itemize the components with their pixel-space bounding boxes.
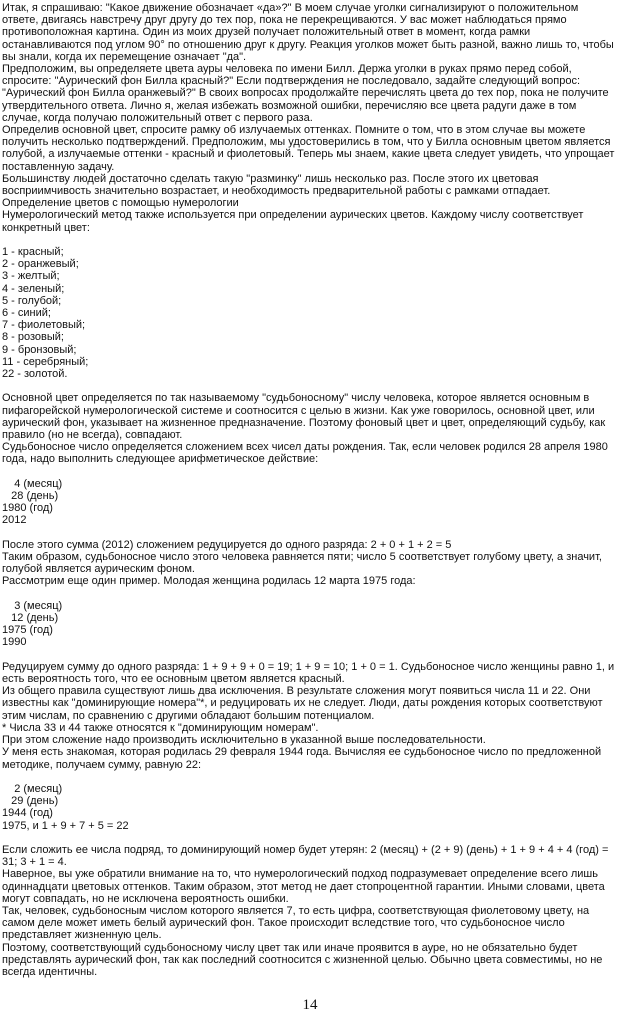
blank-line	[2, 649, 617, 661]
paragraph: 4 - зеленый;	[2, 282, 65, 295]
paragraph: Предположим, вы определяете цвета ауры человека по имени Билл. Держа уголки в руках прямо перед собой, спросите: "Аурический фон Билла красный?" Если подтверждения не последовало, задайте следующий вопрос: "Аурический фон Билла оранжевый?" В своих вопросах продолжайте перечислять цвета до тех пор, пока не получите утвердительного ответа. Лично я, желая избежать возможной ошибки, перечисляю все цвета радуги даже в том случае, когда получаю положительный ответ с первого раза.	[2, 63, 609, 124]
paragraph: 1980 (год)	[2, 502, 53, 515]
paragraph: Редуцируем сумму до одного разряда: 1 + 9 + 9 + 0 = 19; 1 + 9 = 10; 1 + 0 = 1. Судьбоносное число женщины равно 1, и есть вероятность того, что ее основным цветом является красный.	[2, 660, 615, 686]
paragraph: Наверное, вы уже обратили внимание на то, что нумерологический подход подразумевает определение всего лишь одиннадцати цветовых оттенков. Таким образом, этот метод не дает стопроцентной гарантии. Иными словами, цвета могут совпадать, но не исключена вероятность ошибки.	[2, 868, 605, 905]
paragraph: 3 - желтый;	[2, 270, 60, 283]
paragraph: Так, человек, судьбоносным числом которого является 7, то есть цифра, соответствующая фиолетовому цвету, на самом деле может иметь белый аурический фон. Такое происходит вследствие того, что судьбоносное число представляет жизненную цель.	[2, 904, 590, 942]
blank-line	[2, 771, 617, 783]
blank-line	[2, 234, 617, 246]
body-text	[2, 2, 617, 978]
paragraph: 12 (день)	[2, 612, 59, 625]
paragraph: Таким образом, судьбоносное число этого человека равняется пяти; число 5 соответствует голубому цвету, а значит, голубой является аурическим фоном.	[2, 551, 602, 576]
paragraph: После этого сумма (2012) сложением редуцируется до одного разряда: 2 + 0 + 1 + 2 = 5	[2, 538, 452, 551]
paragraph: 29 (день)	[2, 795, 59, 808]
paragraph: 3 (месяц)	[2, 599, 63, 612]
blank-line	[2, 527, 617, 539]
paragraph: 2 - оранжевый;	[2, 258, 79, 271]
paragraph: 28 (день)	[2, 490, 59, 503]
paragraph: Нумерологический метод также используется при определении аурических цветов. Каждому числу соответствует конкретный цвет:	[2, 209, 584, 234]
paragraph: 4 (месяц)	[2, 477, 63, 490]
paragraph: 1 - красный;	[2, 246, 64, 259]
paragraph: Из общего правила существуют лишь два исключения. В результате сложения могут появиться числа 11 и 22. Они известны как "доминирующие номера"*, и редуцировать их не следует. Люди, даты рождения которых соответствуют этим числам, по сравнению с другими обладают большим потенциалом.	[2, 685, 603, 722]
paragraph: 8 - розовый;	[2, 331, 64, 344]
paragraph: 1990	[2, 636, 27, 649]
paragraph: Основной цвет определяется по так называемому "судьбоносному" числу человека, которое является основным в пифагорейской нумерологической системе и соотносится с целью в жизни. Как уже говорилось, основной цвет, или аурический фон, указывает на жизненное предназначение. Поэтому фоновый цвет и цвет, определяющий судьбу, как правило (но не всегда), совпадают.	[2, 392, 606, 442]
paragraph: Итак, я спрашиваю: "Какое движение обозначает «да»?" В моем случае уголки сигнализируют о положительном ответе, двигаясь навстречу друг другу до тех пор, пока не перекрещиваются. У вас может наблюдаться прямо противоположная картина. Один из моих друзей получает положительный ответ в момент, когда рамки останавливаются под углом 90° по отношению друг к другу. Реакция уголков может быть разной, важно лишь то, чтобы вы знали, когда их перемещение означает "да".	[2, 2, 614, 63]
blank-line	[2, 832, 617, 844]
paragraph: Рассмотрим еще один пример. Молодая женщина родилась 12 марта 1975 года:	[2, 575, 416, 588]
paragraph: Большинству людей достаточно сделать такую "разминку" лишь несколько раз. После этого их цветовая восприимчивость значительно возрастает, и необходимость предварительной работы с рамками отпадает.	[2, 172, 551, 198]
paragraph: 7 - фиолетовый;	[2, 319, 86, 332]
paragraph: 1975 (год)	[2, 624, 53, 637]
paragraph: Если сложить ее числа подряд, то доминирующий номер будет утерян: 2 (месяц) + (2 + 9) (день) + 1 + 9 + 4 + 4 (год) = 31; 3 + 1 = 4.	[2, 843, 609, 869]
paragraph: 1944 (год)	[2, 807, 53, 820]
paragraph: 11 - серебряный;	[2, 355, 89, 368]
blank-line	[2, 588, 617, 600]
paragraph: * Числа 33 и 44 также относятся к "доминирующим номерам".	[2, 721, 319, 734]
blank-line	[2, 380, 617, 392]
page-number: 14	[302, 997, 318, 1013]
paragraph: Судьбоносное число определяется сложением всех чисел даты рождения. Так, если человек родился 28 апреля 1980 года, надо выполнить следующее арифметическое действие:	[2, 441, 608, 466]
paragraph: 5 - голубой;	[2, 294, 62, 307]
paragraph: Поэтому, соответствующий судьбоносному числу цвет так или иначе проявится в ауре, но не обязательно будет представлять аурический фон, так как последний соотносится с жизненной целью. Обычно цвета совместимы, но не всегда идентичны.	[2, 941, 603, 978]
paragraph: Определение цветов с помощью нумерологии	[2, 197, 239, 210]
paragraph: 1975, и 1 + 9 + 7 + 5 = 22	[2, 819, 129, 832]
paragraph: Определив основной цвет, спросите рамку об излучаемых оттенках. Помните о том, что в этом случае вы можете получить несколько подтверждений. Предположим, мы удостоверились в том, что у Билла основным цветом является голубой, а излучаемые оттенки - красный и фиолетовый. Теперь мы знаем, какие цвета следует увидеть, что упрощает поставленную задачу.	[2, 124, 615, 173]
paragraph: У меня есть знакомая, которая родилась 29 февраля 1944 года. Вычисляя ее судьбоносное число по предложенной методике, получаем сумму, равную 22:	[2, 746, 602, 771]
paragraph: 9 - бронзовый;	[2, 343, 77, 356]
paragraph: 2 (месяц)	[2, 782, 63, 795]
paragraph: 2012	[2, 514, 27, 527]
paragraph: При этом сложение надо производить исключительно в указанной выше последовательности.	[2, 734, 486, 747]
paragraph: 6 - синий;	[2, 307, 51, 320]
blank-line	[2, 466, 617, 478]
paragraph: 22 - золотой.	[2, 368, 68, 381]
